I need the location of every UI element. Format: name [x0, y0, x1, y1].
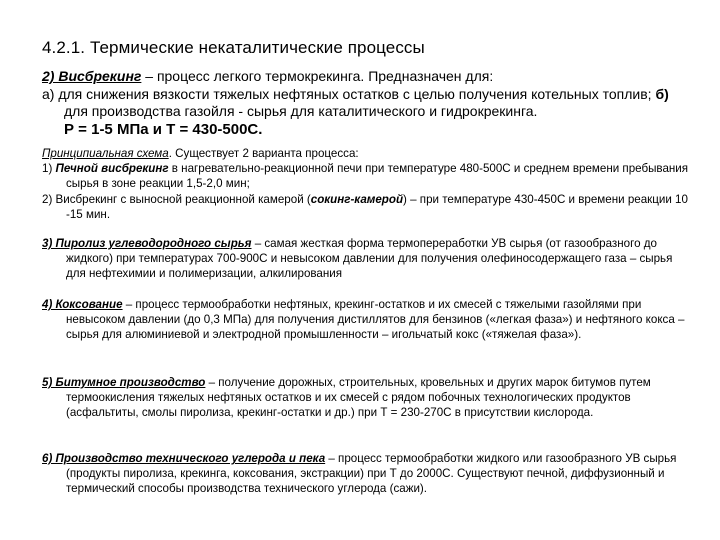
variant-1-text: в нагревательно-реакционной печи при температуре 480-500С и среднем времени пребывания сырья в зоне реакции 1,5-2,0 мин; [66, 162, 689, 191]
coking-heading: 4) Коксование [42, 298, 123, 311]
pyrolysis-section [42, 236, 694, 282]
visbreaking-intro [42, 68, 694, 86]
carbon-paragraph [42, 451, 694, 497]
coking-section [42, 297, 694, 343]
coking-text: – процесс термообработки нефтяных, крекинг-остатков и их смесей с тяжелыми газойлями при невысоком давлении (до 0,3 МПа) для получения дистиллятов для бензинов («легкая фаза») и нефтяного кокса – сырья для алюминиевой и электродной промышленности – игольчатый кокс («тяжелая фаза»). [66, 298, 685, 342]
bitumen-heading: 5) Битумное производство [42, 376, 206, 389]
carbon-text: – процесс термообработки жидкого или газообразного УВ сырья (продукты пиролиза, крекинга, коксования, экстракции) при Т до 2000С. Существуют печной, диффузионный и термический способы производства технического углерода (сажи). [66, 452, 677, 496]
scheme-variant-2 [42, 192, 694, 222]
visbreaking-heading: 2) Висбрекинг [42, 68, 142, 84]
visbreaking-purpose-a: а) для снижения вязкости тяжелых нефтяных остатков с целью получения котельных топлив; [42, 85, 652, 102]
visbreaking-purposes [42, 86, 694, 139]
variant-1-name: Печной висбрекинг [55, 162, 169, 176]
coking-paragraph [42, 297, 694, 343]
scheme-intro-text: . Существует 2 варианта процесса: [168, 147, 359, 160]
carbon-heading: 6) Производство технического углерода и пека [42, 452, 326, 465]
bitumen-section [42, 375, 694, 421]
pyrolysis-heading: 3) Пиролиз углеводородного сырья [42, 237, 252, 250]
visbreaking-section [42, 68, 694, 138]
visbreaking-conditions: Р = 1-5 МПа и Т = 430-500С. [64, 120, 263, 138]
scheme-variant-1 [42, 161, 694, 191]
pyrolysis-text: – самая жесткая форма термопереработки УВ сырья (от газообразного до жидкого) при температурах 700-900С и невысоком давлении для получения олефиносодержащего газа – сырья для нефтехимии и полимеризации, алкилирования [66, 237, 673, 281]
bitumen-text: – получение дорожных, строительных, кровельных и других марок битумов путем термоокисления тяжелых нефтяных остатков и их смесей с рядом побочных технологических продуктов (асфальтиты, смолы пиролиза, крекинг-остатки и др.) при Т = 230-270С в присутствии кислорода. [66, 376, 651, 420]
scheme-section [42, 146, 694, 222]
variant-2-tail: ) – при температуре 430-450С и времени реакции 10 -15 мин. [66, 192, 688, 221]
variant-2-name: сокинг-камерой [310, 192, 404, 206]
scheme-heading: Принципиальная схема [42, 147, 169, 160]
variant-1-number: 1) [42, 162, 56, 176]
page-title: 4.2.1. Термические некаталитические процессы [42, 38, 425, 57]
pyrolysis-paragraph [42, 236, 694, 282]
variant-2-text: 2) Висбрекинг с выносной реакционной камерой ( [42, 192, 311, 206]
visbreaking-purpose-b: для производства газойля - сырья для каталитического и гидрокрекинга. [64, 103, 538, 119]
visbreaking-purpose-b-label: б) [651, 85, 669, 102]
scheme-intro [42, 146, 694, 161]
bitumen-paragraph [42, 375, 694, 421]
visbreaking-intro-text: – процесс легкого термокрекинга. Предназначен для: [141, 68, 494, 84]
carbon-section [42, 451, 694, 497]
